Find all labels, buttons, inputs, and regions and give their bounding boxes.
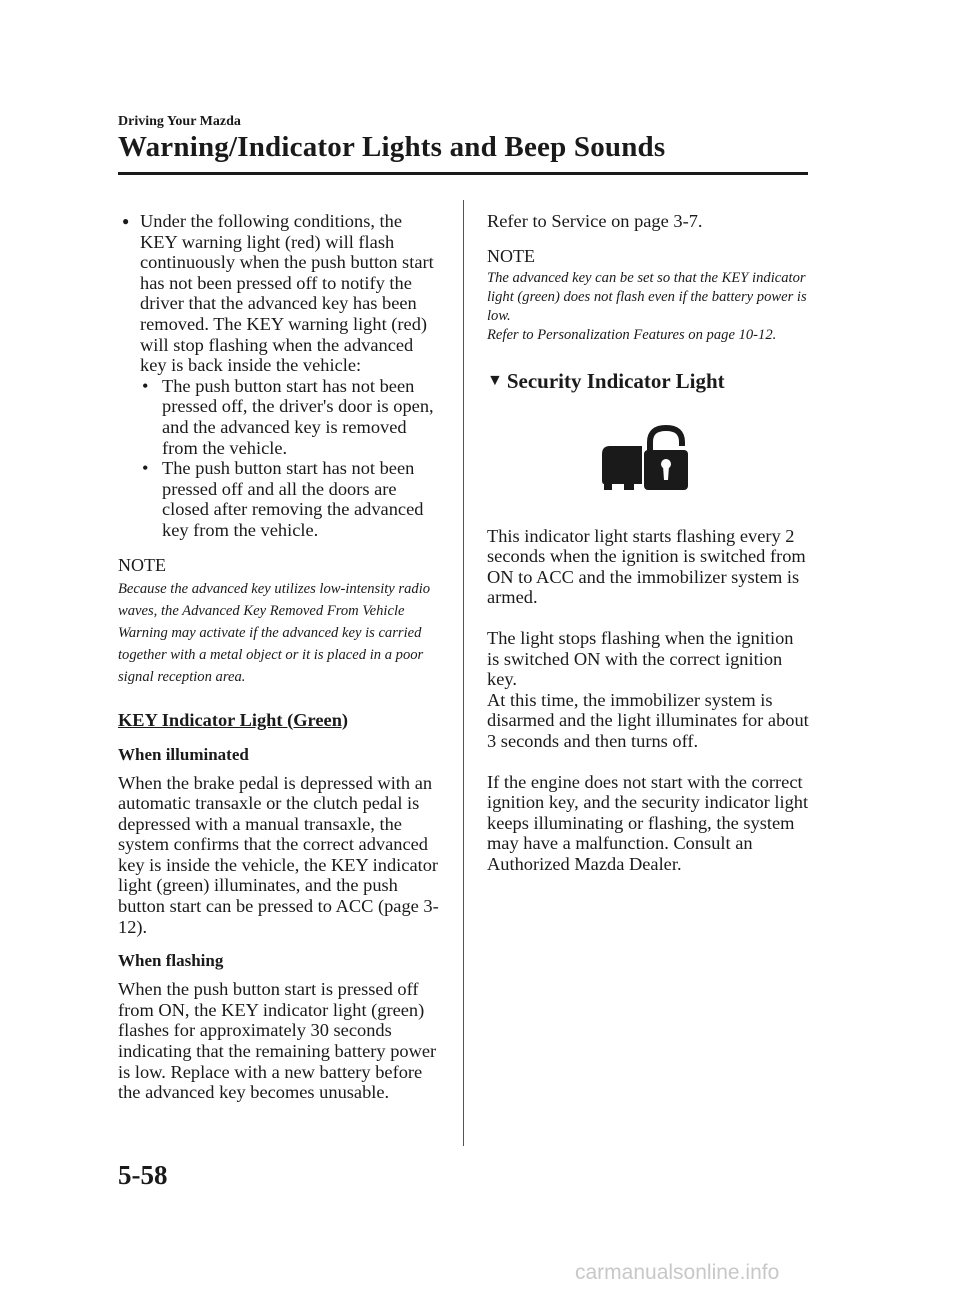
note-line: The advanced key can be set so that the KEY indicator light (green) does not flash even if the battery power is low. xyxy=(487,269,807,324)
security-lock-car-icon xyxy=(598,424,698,496)
left-column xyxy=(118,211,440,1103)
note-heading: NOTE xyxy=(118,554,166,575)
security-paragraph: At this time, the immobilizer system is disarmed and the light illuminates for about 3 seconds and then turns off. xyxy=(487,689,809,751)
note-text: Because the advanced key utilizes low-intensity radio waves, the Advanced Key Removed From Vehicle Warning may activate if the advanced key is carried together with a metal object or it is placed in a poor signal reception area. xyxy=(118,580,431,685)
triangle-marker-icon: ▼ xyxy=(487,372,503,390)
security-paragraph: If the engine does not start with the correct ignition key, and the security indicator light keeps illuminating or flashing, the system may have a malfunction. Consult an Authorized Mazda Dealer. xyxy=(487,771,809,874)
security-paragraph: The light stops flashing when the ignition is switched ON with the correct ignition key. xyxy=(487,627,794,690)
bullet-text: Under the following conditions, the KEY warning light (red) will flash continuously when the push button start has not been pressed off to notify the driver that the advanced key has been removed. The KEY warning light (red) will stop flashing when the advanced key is back inside the vehicle: xyxy=(140,211,434,376)
security-section-title: Security Indicator Light xyxy=(506,368,725,393)
bullet-icon: ● xyxy=(122,214,130,228)
header-rule xyxy=(118,172,808,175)
sub-bullet-item xyxy=(118,458,440,540)
chapter-title: Warning/Indicator Lights and Beep Sounds xyxy=(118,131,666,163)
note-heading: NOTE xyxy=(487,245,535,266)
security-indicator-icon-area xyxy=(487,424,809,514)
sub-bullet-text: The push button start has not been pressed off, the driver's door is open, and the advanced key is removed from the vehicle. xyxy=(162,375,434,458)
sub-bullet-icon: • xyxy=(142,375,149,396)
security-section-heading xyxy=(487,369,809,394)
sub-bullet-text: The push button start has not been pressed off and all the doors are closed after removing the advanced key from the vehicle. xyxy=(162,458,424,540)
flashing-heading: When flashing xyxy=(118,951,224,971)
key-indicator-subheading: KEY Indicator Light (Green) xyxy=(118,709,349,730)
column-divider xyxy=(463,200,464,1146)
note-line: Refer to Personalization Features on page 10-12. xyxy=(487,326,777,343)
right-column xyxy=(487,211,809,875)
illuminated-text: When the brake pedal is depressed with an automatic transaxle or the clutch pedal is depressed with a manual transaxle, the system confirms that the correct advanced key is inside the vehicle, the KEY indicator light (green) illuminates, and the push button start can be pressed to ACC (page 3-12). xyxy=(118,772,439,937)
refer-text: Refer to Service on page 3-7. xyxy=(487,211,703,231)
bullet-item xyxy=(118,211,440,376)
sub-bullet-item xyxy=(118,376,440,458)
page-number: 5-58 xyxy=(118,1160,168,1190)
illuminated-heading: When illuminated xyxy=(118,744,249,764)
flashing-text: When the push button start is pressed off from ON, the KEY indicator light (green) flashes for approximately 30 seconds indicating that the remaining battery power is low. Replace with a new battery before the advanced key becomes unusable. xyxy=(118,979,437,1103)
watermark[interactable]: carmanualsonline.info xyxy=(575,1261,780,1284)
section-label: Driving Your Mazda xyxy=(118,114,241,129)
sub-bullet-icon: • xyxy=(142,458,149,479)
security-paragraph: This indicator light starts flashing every 2 seconds when the ignition is switched from ON to ACC and the immobilizer system is armed. xyxy=(487,525,806,608)
